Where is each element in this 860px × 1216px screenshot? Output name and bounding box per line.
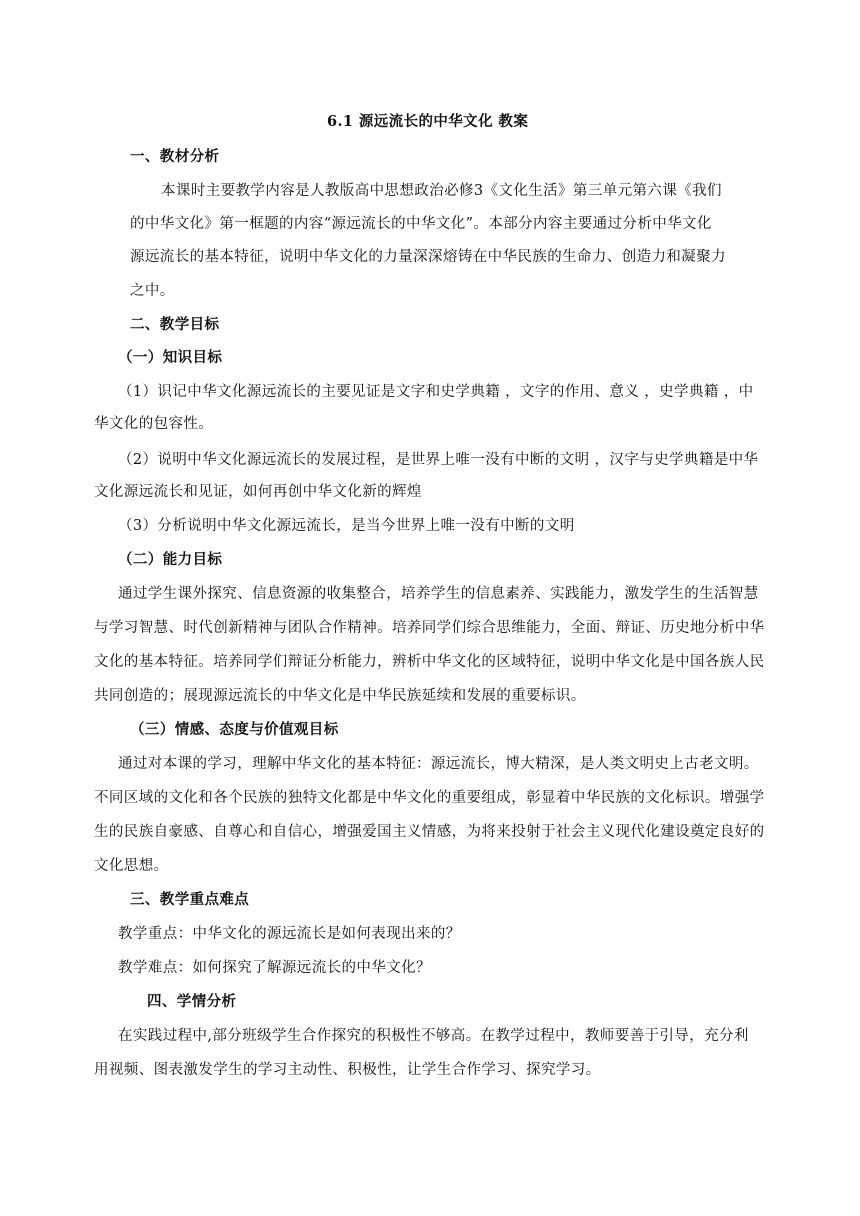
paragraph-line: 用视频、图表激发学生的学习主动性、积极性，让学生合作学习、探究学习。: [94, 1062, 601, 1078]
section-heading-textbook-analysis: 一、教材分析: [130, 148, 220, 165]
subheading-knowledge-goals: （一）知识目标: [118, 349, 223, 366]
key-point-line: 教学重点：中华文化的源远流长是如何表现出来的？: [118, 926, 461, 942]
list-item: （2）说明中华文化源远流长的发展过程，是世界上唯一没有中断的文明 ，汉字与史学典籍是中华: [118, 452, 759, 468]
paragraph-line: 不同区域的文化和各个民族的独特文化都是中华文化的重要组成，彰显着中华民族的文化标识。增强学: [94, 790, 765, 806]
paragraph-line: 共同创造的；展现源远流长的中华文化是中华民族延续和发展的重要标识。: [94, 688, 586, 704]
paragraph-line: 生的民族自豪感、自尊心和自信心，增强爱国主义情感，为将来投射于社会主义现代化建设奠定良好的: [94, 824, 765, 840]
paragraph-line: 文化思想。: [94, 858, 169, 874]
paragraph-line: 的中华文化》第一框题的内容“源远流长的中华文化”。本部分内容主要通过分析中华文化: [130, 216, 712, 232]
difficult-point-line: 教学难点：如何探究了解源远流长的中华文化？: [118, 960, 431, 976]
section-heading-learner-analysis: 四、学情分析: [147, 993, 237, 1010]
paragraph-line: 文化的基本特征。培养同学们辩证分析能力，辨析中华文化的区域特征，说明中华文化是中国各族人民: [94, 654, 765, 670]
paragraph-line: 本课时主要教学内容是人教版高中思想政治必修3《文化生活》第三单元第六课《我们: [161, 183, 722, 199]
paragraph-line: 在实践过程中,部分班级学生合作探究的积极性不够高。在教学过程中，教师要善于引导，充分利: [118, 1028, 749, 1044]
section-heading-teaching-goals: 二、教学目标: [130, 316, 220, 333]
paragraph-line: 通过对本课的学习，理解中华文化的基本特征：源远流长，博大精深，是人类文明史上古老文明。: [118, 756, 759, 772]
paragraph-line: 之中。: [130, 283, 175, 299]
section-heading-key-points: 三、教学重点难点: [130, 891, 250, 908]
list-item: （3）分析说明中华文化源远流长，是当今世界上唯一没有中断的文明: [118, 518, 575, 534]
paragraph-line: 与学习智慧、时代创新精神与团队合作精神。培养同学们综合思维能力，全面、辩证、历史地分析中华: [94, 620, 765, 636]
list-item-continuation: 文化源远流长和见证，如何再创中华文化新的辉煌: [94, 484, 422, 500]
list-item: （1）识记中华文化源远流长的主要见证是文字和史学典籍 ，文字的作用、意义 ，史学典籍 ，中: [118, 384, 754, 400]
paragraph-line: 源远流长的基本特征，说明中华文化的力量深深熔铸在中华民族的生命力、创造力和凝聚力: [130, 249, 726, 265]
paragraph-line: 通过学生课外探究、信息资源的收集整合，培养学生的信息素养、实践能力，激发学生的生活智慧: [118, 586, 759, 602]
document-title: 6.1 源远流长的中华文化 教案: [327, 113, 529, 130]
subheading-ability-goals: （二）能力目标: [118, 551, 223, 568]
list-item-continuation: 华文化的包容性。: [94, 416, 214, 432]
subheading-emotion-goals: （三）情感、态度与价值观目标: [130, 721, 339, 738]
